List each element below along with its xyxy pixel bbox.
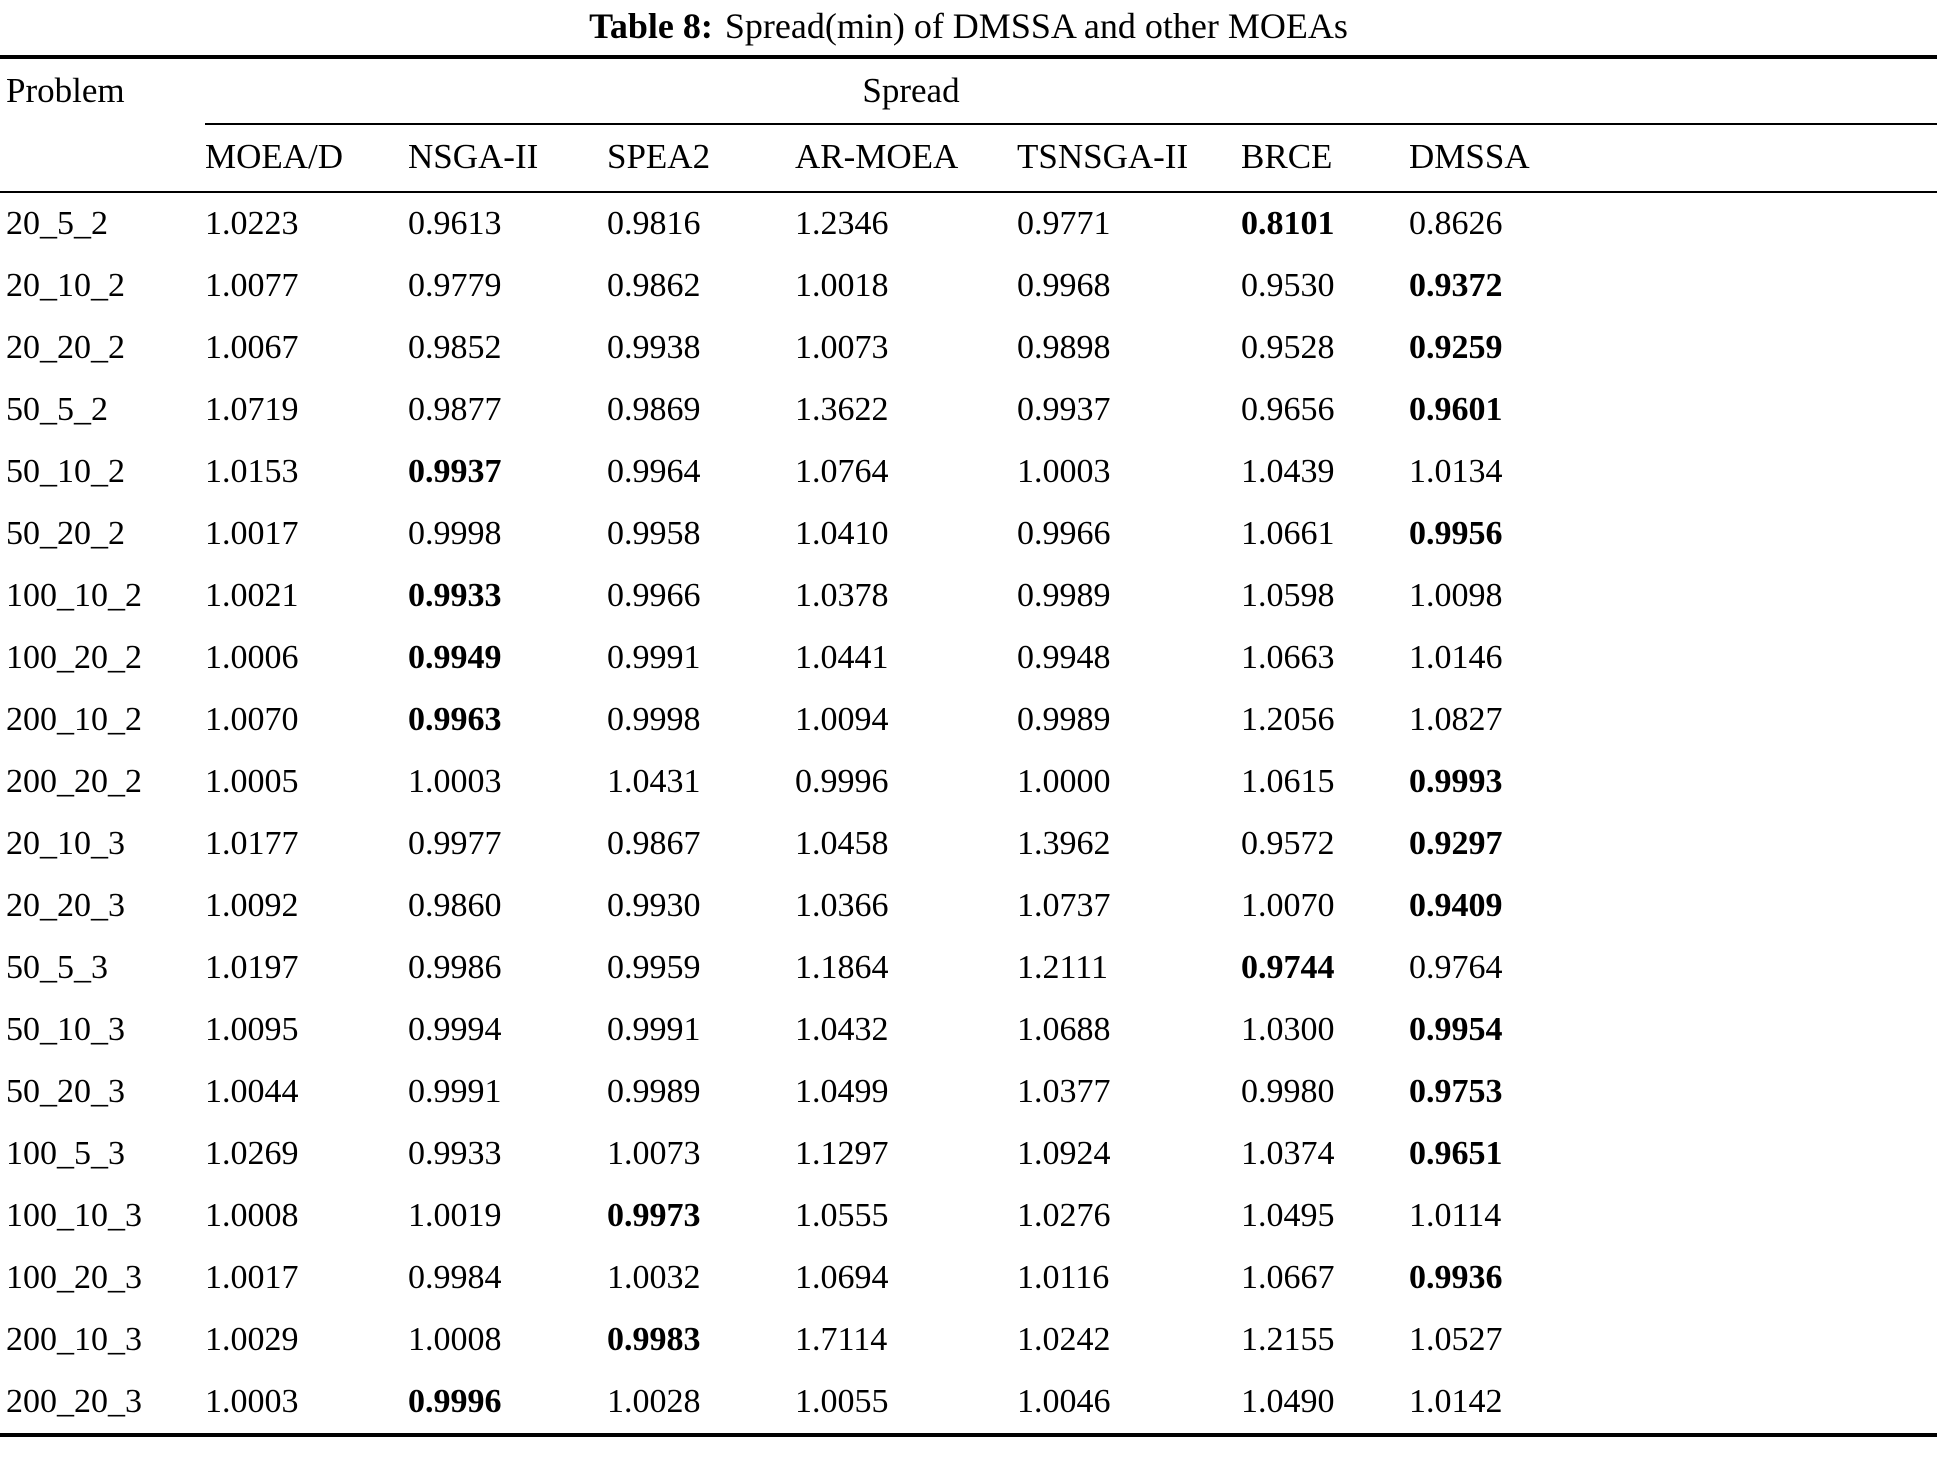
value-cell: 0.9862 (607, 267, 701, 304)
value-cell: 0.9764 (1409, 949, 1503, 986)
value-cell: 1.0092 (205, 887, 299, 924)
table-row (0, 1371, 1937, 1435)
table-row (0, 1061, 1937, 1123)
value-cell: 1.0924 (1017, 1135, 1111, 1172)
value-cell: 0.9852 (408, 329, 502, 366)
table-row (0, 192, 1937, 255)
value-cell: 1.2155 (1241, 1321, 1335, 1358)
table-row (0, 565, 1937, 627)
value-cell: 1.0094 (795, 701, 889, 738)
column-header-row (0, 124, 1937, 192)
value-cell: 0.9958 (607, 515, 701, 552)
value-cell: 1.2111 (1017, 949, 1108, 986)
value-cell: 0.9656 (1241, 391, 1335, 428)
value-cell: 0.9977 (408, 825, 502, 862)
value-cell: 0.9936 (1409, 1259, 1503, 1296)
column-header: AR-MOEA (795, 124, 1017, 192)
value-cell: 1.0441 (795, 639, 889, 676)
table-row (0, 937, 1937, 999)
value-cell: 0.9530 (1241, 267, 1335, 304)
value-cell: 0.9996 (408, 1383, 502, 1420)
value-cell: 0.9991 (607, 639, 701, 676)
value-cell: 0.9297 (1409, 825, 1503, 862)
value-cell: 0.9963 (408, 701, 502, 738)
value-cell: 0.9898 (1017, 329, 1111, 366)
value-cell: 0.9933 (408, 577, 502, 614)
value-cell: 1.0008 (408, 1321, 502, 1358)
value-cell: 1.0223 (205, 205, 299, 242)
value-cell: 1.0142 (1409, 1383, 1503, 1420)
problem-cell: 200_10_3 (6, 1321, 142, 1358)
value-cell: 0.9651 (1409, 1135, 1503, 1172)
value-cell: 1.0431 (607, 763, 701, 800)
value-cell: 1.7114 (795, 1321, 888, 1358)
value-cell: 1.0032 (607, 1259, 701, 1296)
value-cell: 0.9259 (1409, 329, 1503, 366)
value-cell: 1.0116 (1017, 1259, 1110, 1296)
value-cell: 0.9998 (408, 515, 502, 552)
column-header: DMSSA (1409, 124, 1937, 192)
value-cell: 0.9993 (1409, 763, 1503, 800)
group-header-row (0, 57, 1937, 124)
value-cell: 0.9779 (408, 267, 502, 304)
value-cell: 1.0598 (1241, 577, 1335, 614)
table-row (0, 1247, 1937, 1309)
problem-cell: 20_5_2 (6, 205, 108, 242)
value-cell: 0.9372 (1409, 267, 1503, 304)
table-row (0, 1123, 1937, 1185)
problem-cell: 20_20_2 (6, 329, 125, 366)
value-cell: 0.9966 (607, 577, 701, 614)
problem-cell: 50_5_2 (6, 391, 108, 428)
value-cell: 0.9869 (607, 391, 701, 428)
value-cell: 1.0827 (1409, 701, 1503, 738)
value-cell: 1.0615 (1241, 763, 1335, 800)
value-cell: 0.9613 (408, 205, 502, 242)
value-cell: 1.0694 (795, 1259, 889, 1296)
value-cell: 1.0134 (1409, 453, 1503, 490)
value-cell: 1.0490 (1241, 1383, 1335, 1420)
value-cell: 0.9744 (1241, 949, 1335, 986)
value-cell: 0.9860 (408, 887, 502, 924)
spread-group-header: Spread (205, 57, 1937, 124)
value-cell: 1.0374 (1241, 1135, 1335, 1172)
table-row (0, 813, 1937, 875)
value-cell: 1.0017 (205, 515, 299, 552)
value-cell: 1.0527 (1409, 1321, 1503, 1358)
value-cell: 1.0439 (1241, 453, 1335, 490)
problem-cell: 100_20_3 (6, 1259, 142, 1296)
value-cell: 1.0667 (1241, 1259, 1335, 1296)
value-cell: 1.1864 (795, 949, 889, 986)
problem-cell: 200_20_3 (6, 1383, 142, 1420)
problem-cell: 50_5_3 (6, 949, 108, 986)
table-row (0, 441, 1937, 503)
value-cell: 0.9409 (1409, 887, 1503, 924)
value-cell: 0.9991 (408, 1073, 502, 1110)
value-cell: 0.9996 (795, 763, 889, 800)
problem-cell: 20_10_2 (6, 267, 125, 304)
value-cell: 1.1297 (795, 1135, 889, 1172)
table-row (0, 875, 1937, 937)
value-cell: 1.0197 (205, 949, 299, 986)
table-row (0, 379, 1937, 441)
column-header: NSGA-II (408, 124, 607, 192)
problem-cell: 20_20_3 (6, 887, 125, 924)
value-cell: 0.9528 (1241, 329, 1335, 366)
value-cell: 1.0055 (795, 1383, 889, 1420)
value-cell: 1.0688 (1017, 1011, 1111, 1048)
value-cell: 0.9973 (607, 1197, 701, 1234)
value-cell: 1.0153 (205, 453, 299, 490)
table-body (0, 192, 1937, 1435)
value-cell: 0.9867 (607, 825, 701, 862)
problem-cell: 100_10_2 (6, 577, 142, 614)
value-cell: 1.0046 (1017, 1383, 1111, 1420)
problem-cell: 100_5_3 (6, 1135, 125, 1172)
value-cell: 1.0146 (1409, 639, 1503, 676)
value-cell: 1.0458 (795, 825, 889, 862)
value-cell: 1.0495 (1241, 1197, 1335, 1234)
table-row (0, 751, 1937, 813)
value-cell: 0.9937 (1017, 391, 1111, 428)
value-cell: 0.9771 (1017, 205, 1111, 242)
value-cell: 0.9937 (408, 453, 502, 490)
value-cell: 1.0432 (795, 1011, 889, 1048)
value-cell: 1.0276 (1017, 1197, 1111, 1234)
value-cell: 1.0095 (205, 1011, 299, 1048)
value-cell: 0.9964 (607, 453, 701, 490)
value-cell: 1.0073 (795, 329, 889, 366)
column-header: MOEA/D (205, 124, 408, 192)
value-cell: 1.3622 (795, 391, 889, 428)
problem-cell: 100_20_2 (6, 639, 142, 676)
value-cell: 0.9968 (1017, 267, 1111, 304)
value-cell: 1.0067 (205, 329, 299, 366)
value-cell: 0.9933 (408, 1135, 502, 1172)
value-cell: 0.9954 (1409, 1011, 1503, 1048)
table-caption-label: Table 8: (589, 6, 713, 46)
value-cell: 1.0006 (205, 639, 299, 676)
value-cell: 0.9938 (607, 329, 701, 366)
value-cell: 1.0005 (205, 763, 299, 800)
problem-cell: 50_20_3 (6, 1073, 125, 1110)
value-cell: 1.0070 (205, 701, 299, 738)
value-cell: 1.0077 (205, 267, 299, 304)
problem-cell: 200_10_2 (6, 701, 142, 738)
value-cell: 1.0018 (795, 267, 889, 304)
value-cell: 1.0019 (408, 1197, 502, 1234)
value-cell: 1.0044 (205, 1073, 299, 1110)
value-cell: 1.0177 (205, 825, 299, 862)
value-cell: 1.0300 (1241, 1011, 1335, 1048)
problem-cell: 50_20_2 (6, 515, 125, 552)
problem-cell: 50_10_3 (6, 1011, 125, 1048)
problem-header: Problem (0, 57, 205, 192)
value-cell: 0.9572 (1241, 825, 1335, 862)
value-cell: 1.0003 (1017, 453, 1111, 490)
column-header: BRCE (1241, 124, 1409, 192)
problem-cell: 20_10_3 (6, 825, 125, 862)
value-cell: 0.9956 (1409, 515, 1503, 552)
value-cell: 1.0028 (607, 1383, 701, 1420)
value-cell: 0.9601 (1409, 391, 1503, 428)
value-cell: 1.2056 (1241, 701, 1335, 738)
value-cell: 1.0269 (205, 1135, 299, 1172)
value-cell: 1.0499 (795, 1073, 889, 1110)
value-cell: 0.9991 (607, 1011, 701, 1048)
value-cell: 1.0719 (205, 391, 299, 428)
value-cell: 1.0764 (795, 453, 889, 490)
value-cell: 1.0098 (1409, 577, 1503, 614)
column-header: TSNSGA-II (1017, 124, 1241, 192)
value-cell: 1.0000 (1017, 763, 1111, 800)
value-cell: 0.9949 (408, 639, 502, 676)
value-cell: 0.9948 (1017, 639, 1111, 676)
value-cell: 1.0663 (1241, 639, 1335, 676)
column-header: SPEA2 (607, 124, 795, 192)
value-cell: 1.0242 (1017, 1321, 1111, 1358)
value-cell: 1.0114 (1409, 1197, 1502, 1234)
value-cell: 1.0377 (1017, 1073, 1111, 1110)
value-cell: 1.0029 (205, 1321, 299, 1358)
value-cell: 0.9959 (607, 949, 701, 986)
value-cell: 1.0070 (1241, 887, 1335, 924)
value-cell: 1.0661 (1241, 515, 1335, 552)
table-row (0, 503, 1937, 565)
value-cell: 1.0378 (795, 577, 889, 614)
value-cell: 1.0021 (205, 577, 299, 614)
value-cell: 0.9930 (607, 887, 701, 924)
value-cell: 1.0003 (408, 763, 502, 800)
value-cell: 0.9966 (1017, 515, 1111, 552)
results-table (0, 55, 1937, 1437)
value-cell: 1.3962 (1017, 825, 1111, 862)
value-cell: 0.9877 (408, 391, 502, 428)
table-caption-text: Spread(min) of DMSSA and other MOEAs (724, 6, 1348, 46)
value-cell: 0.9994 (408, 1011, 502, 1048)
value-cell: 0.9989 (1017, 577, 1111, 614)
value-cell: 0.9816 (607, 205, 701, 242)
problem-cell: 100_10_3 (6, 1197, 142, 1234)
value-cell: 1.0017 (205, 1259, 299, 1296)
value-cell: 0.9984 (408, 1259, 502, 1296)
value-cell: 0.8101 (1241, 205, 1335, 242)
value-cell: 0.9989 (607, 1073, 701, 1110)
table-row (0, 999, 1937, 1061)
value-cell: 1.0008 (205, 1197, 299, 1234)
table-row (0, 255, 1937, 317)
value-cell: 0.8626 (1409, 205, 1503, 242)
value-cell: 0.9753 (1409, 1073, 1503, 1110)
table-caption (0, 0, 1937, 55)
table-row (0, 1309, 1937, 1371)
table-row (0, 689, 1937, 751)
value-cell: 1.0737 (1017, 887, 1111, 924)
table-row (0, 317, 1937, 379)
problem-cell: 200_20_2 (6, 763, 142, 800)
table-row (0, 627, 1937, 689)
value-cell: 1.0073 (607, 1135, 701, 1172)
value-cell: 0.9986 (408, 949, 502, 986)
problem-cell: 50_10_2 (6, 453, 125, 490)
value-cell: 0.9989 (1017, 701, 1111, 738)
value-cell: 0.9998 (607, 701, 701, 738)
value-cell: 1.0555 (795, 1197, 889, 1234)
value-cell: 1.0366 (795, 887, 889, 924)
table-row (0, 1185, 1937, 1247)
value-cell: 1.2346 (795, 205, 889, 242)
value-cell: 0.9980 (1241, 1073, 1335, 1110)
value-cell: 0.9983 (607, 1321, 701, 1358)
value-cell: 1.0003 (205, 1383, 299, 1420)
value-cell: 1.0410 (795, 515, 889, 552)
